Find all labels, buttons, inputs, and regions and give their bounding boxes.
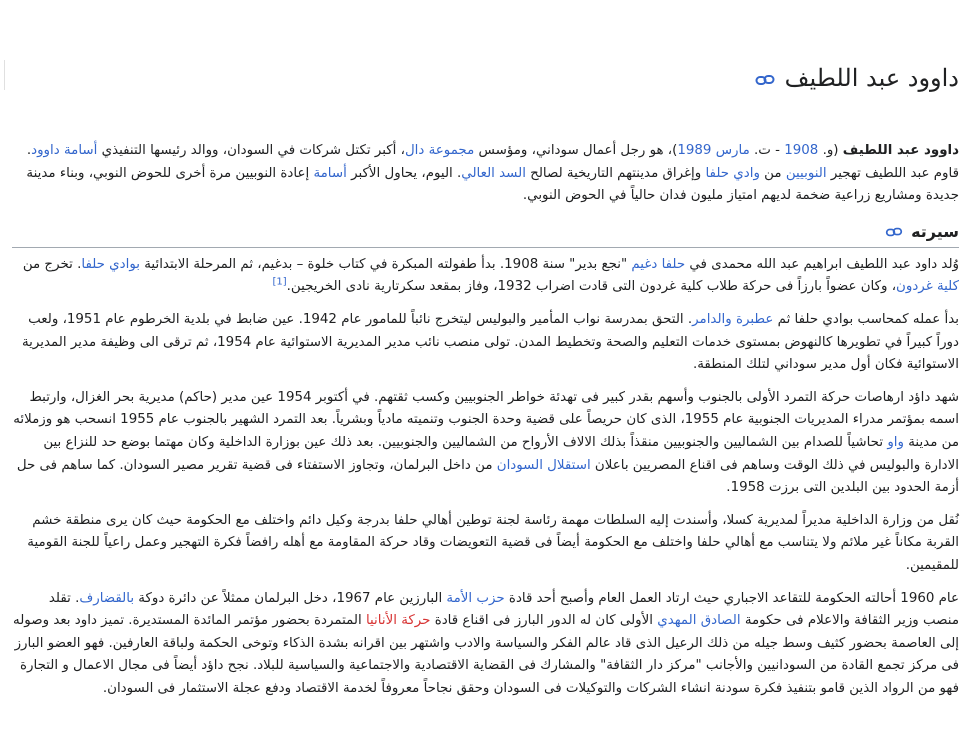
- text-run: الأولى كان له الدور البارز فى اقناع قادة: [430, 613, 658, 629]
- text-run: عام 1960 أحالته الحكومة للتقاعد الاجباري حيث ارتاد العمل العام وأصبح أحد قادة: [504, 590, 959, 606]
- text-run: من داخل البرلمان، وتجاوز الاستفتاء فى قضية تقرير مصير السودان. كما ساهم فى حل أزمة الحدود بين البلدين التى برزت 1958.: [16, 457, 959, 496]
- text-run: - ت.: [749, 143, 785, 158]
- link-sadiq-al-mahdi[interactable]: الصادق المهدي: [657, 613, 741, 629]
- text-run: . تقلد منصب وزير الثقافة والاعلام فى حكومة: [48, 590, 959, 629]
- link-chain-icon[interactable]: [885, 226, 903, 238]
- reference-link[interactable]: [1]: [272, 276, 287, 288]
- text-run: . تخرج من: [22, 256, 82, 272]
- link-sudan-independence[interactable]: استقلال السودان: [496, 457, 591, 473]
- link-atbara[interactable]: عطبرة والدامر: [692, 311, 774, 327]
- biography-paragraph-4: [12, 510, 959, 578]
- page-title: [755, 64, 959, 92]
- biography-paragraph-2: [12, 309, 959, 377]
- text-run: . التحق بمدرسة نواب المأمير والبوليس ليتخرج نائباً للمامور عام 1942. عين ضابط في بلدية الخرطوم عام 1951، ولعب دوراً كبيراً في تطويرها كالنهوض بمستوى خدمات التعليم والصحة وتخطيط المدن. تولى منصب نائب مدير المديرية الاستوائية عام 1954، ثم ترقى الى وظيفة مدير المديرية الاستوائية فكان أول مدير سوداني لتلك المنطقة.: [21, 311, 959, 373]
- text-run: البارزين عام 1967، دخل البرلمان ممثلاً عن دائرة دوكة: [134, 590, 447, 606]
- text-run: المتمردة بحضور مؤتمر المائدة المستديرة. تميز داود بعد وصوله إلى العاصمة بحضور كثيف وسط جيله من ذلك الرعيل الذى قاد عالم الفكر والسياسة والادب واشتهر بين اقرانه بشدة الذكاء وتوخى الحكمة ولباقة العارفين. فهو العضو البارز فى مركز تجمع القادة من السودانيين والأجانب "مركز دار الثقافة" والمشارك فى القضاية الاقتصادية والاجتماعية والسياسية للبلاد. نجح داؤد أيضاً فى مجال الاعمال و التجارة فهو من الرواد الذين قامو بتنفيذ فكرة سودنة انشاء الشركات والتوكيلات فى السودان وحقق نجاحاً معروفاً لخدمة الاقتصاد ودفع عجلة الاستثمار فى السودان.: [13, 613, 959, 696]
- text-run: إعادة النوبيين مرة أخرى للحوض النوبي، وبناء مدينة جديدة ومشاريع زراعية ضخمة لديهم امتياز مليون فدان حالياً في الحوض النوبي.: [26, 165, 959, 204]
- article-body: [12, 140, 959, 710]
- link-osama[interactable]: أسامة: [313, 165, 347, 181]
- link-anyanya[interactable]: حركة الأنانيا: [365, 613, 431, 629]
- link-halfa-daghim[interactable]: حلفا دغيم: [631, 256, 686, 272]
- link-gedaref[interactable]: بالقضارف: [79, 590, 135, 606]
- section-heading: [12, 218, 959, 248]
- page-title-text: داوود عبد اللطيف: [784, 64, 959, 92]
- left-edge-divider: [4, 60, 5, 90]
- text-run: . اليوم، يحاول الأكبر: [346, 165, 462, 181]
- link-wadi-halfa[interactable]: وادي حلفا: [705, 165, 760, 181]
- link-nubians[interactable]: النوبيين: [785, 165, 827, 181]
- link-wadi-halfa-2[interactable]: بوادي حلفا: [81, 256, 140, 272]
- section-heading-text: سيرته: [911, 221, 959, 241]
- text-run: (و.: [818, 143, 843, 158]
- text-run: شهد داؤد ارهاصات حركة التمرد الأولى بالجنوب وأسهم بقدر كبير فى تهدئة خواطر الجنوبيين وكسب ثقتهم. في أكتوبر 1954 عين مدير (حاكم) مديرية بحر الغزال، وارتبط اسمه بمؤتمر مدراء المديريات الجنوبية عام 1955، الذى كان حريصاً على قضية وحدة الجنوب وتنميته مادياً وبشرياً. بعد التمرد الشهير بالجنوب عام 1955 انسحب هو وزملائه من مدينة: [13, 389, 959, 450]
- link-dal-group[interactable]: مجموعة دال: [404, 143, 475, 158]
- text-run: . قاوم عبد اللطيف تهجير: [26, 143, 959, 181]
- text-run: "نجع بدير" سنة 1908. بدأ طفولته المبكرة في كتاب خلوة – بدغيم، ثم المرحلة الابتدائية: [140, 256, 632, 272]
- text-run: بدأ عمله كمحاسب بوادي حلفا ثم: [773, 311, 959, 327]
- link-birth-year[interactable]: 1908: [784, 143, 819, 158]
- biography-paragraph-5: [12, 588, 959, 701]
- link-chain-icon[interactable]: [755, 73, 775, 87]
- biography-paragraph-1: [12, 254, 959, 299]
- link-osama-daoud[interactable]: أسامة داوود: [31, 143, 98, 158]
- intro-paragraph: [12, 140, 959, 208]
- text-run: نُقل من وزارة الداخلية مديراً لمديرية كسلا، وأسندت إليه السلطات مهمة رئاسة لجنة توطين أهالي حلفا بدرجة وكيل دائم واختلف مع الحكومة حيث كان يرى منطقة خشم القربة مكاناً غير ملائم ولا يتناسب مع أهالي حلفا واختلف مع الحكومة أيضاً فى قضية التعويضات وقاد حركة المقاومة مع أهله رافضاً فكرة التهجير وعمل راعياً للجنة القومية للمقيمين.: [27, 512, 959, 573]
- text-run: من: [759, 165, 786, 181]
- text-run: وُلد داود عبد اللطيف ابراهيم عبد الله محمدى في: [685, 256, 959, 272]
- text-run: ، وكان عضواً بارزاً فى حركة طلاب كلية غردون التى قادت اضراب 1932، وفاز بمقعد سكرتارية نادى الخريجين.: [286, 279, 897, 295]
- link-death-year[interactable]: 1989: [677, 143, 712, 158]
- text-run: ، أكبر تكتل شركات في السودان، ووالد رئيسها التنفيذي: [97, 143, 405, 158]
- text-run: وإغراق مدينتهم التاريخية لصالح: [525, 165, 706, 181]
- subject-name: داوود عبد اللطيف: [842, 143, 959, 158]
- link-death-month[interactable]: مارس: [715, 143, 750, 158]
- text-run: تحاشياً للصدام بين الشماليين والجنوبيين منقذاً بذلك الالاف الأرواح من الشماليين والجنوبيين. بعد ذلك عين بوزارة الداخلية وكان مهتما بوضع حد للنزاع بين الادارة والبوليس في ذلك الوقت وساهم فى اقناع المصريين باعلان: [43, 434, 959, 473]
- link-high-dam[interactable]: السد العالي: [461, 165, 526, 181]
- link-wau[interactable]: واو: [887, 434, 904, 450]
- biography-paragraph-3: [12, 387, 959, 500]
- link-umma-party[interactable]: حزب الأمة: [446, 590, 505, 606]
- link-gordon-college[interactable]: كلية غردون: [896, 279, 959, 295]
- text-run: )، هو رجل أعمال سوداني، ومؤسس: [474, 143, 678, 158]
